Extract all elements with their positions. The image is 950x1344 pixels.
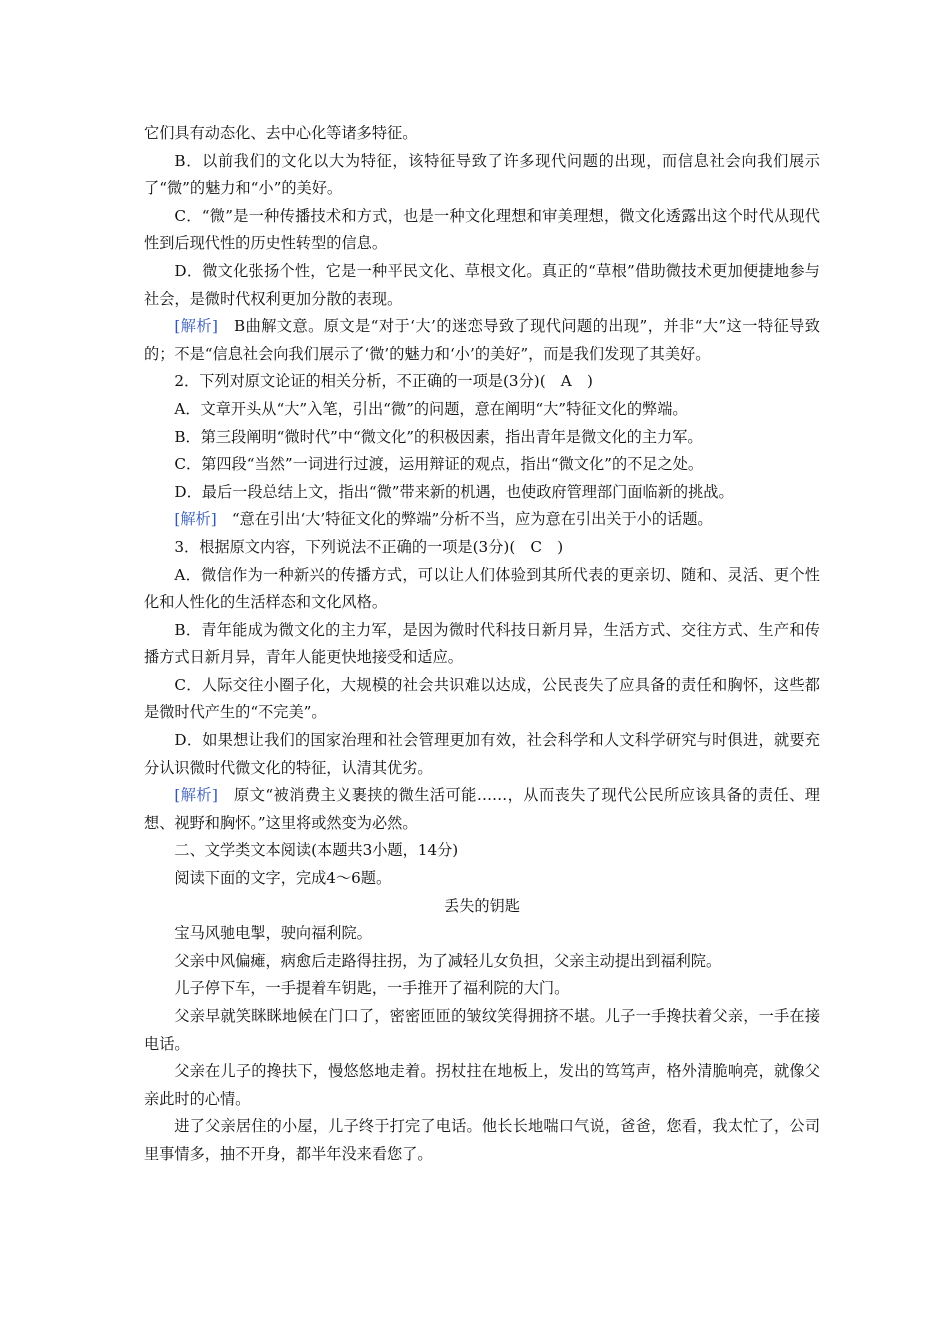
q3-option-c: C．人际交往小圈子化，大规模的社会共识难以达成，公民丧失了应具备的责任和胸怀，这些都是微时代产生的“不完美”。 — [144, 675, 820, 722]
story-paragraph: 进了父亲居住的小屋，儿子终于打完了电话。他长长地喘口气说，爸爸，您看，我太忙了，公司里事情多，抽不开身，都半年没来看您了。 — [144, 1117, 820, 1163]
q2-option-c: C．第四段“当然”一词进行过渡，运用辩证的观点，指出“微文化”的不足之处。 — [174, 455, 704, 474]
q2-option-b: B．第三段阐明“微时代”中“微文化”的积极因素，指出青年是微文化的主力军。 — [174, 427, 703, 446]
q2-analysis-text: “意在引出‘大’特征文化的弊端”分析不当，应为意在引出关于小的话题。 — [216, 510, 713, 529]
q3-analysis-text: 原文“被消费主义裹挟的微生活可能……，从而丧失了现代公民所应该具备的责任、理想、视野和胸怀。”这里将或然变为必然。 — [144, 786, 820, 832]
q3-option-b: B．青年能成为微文化的主力军，是因为微时代科技日新月异，生活方式、交往方式、生产和传播方式日新月异，青年人能更快地接受和适应。 — [144, 620, 820, 667]
q1-option-b: B．以前我们的文化以大为特征，该特征导致了许多现代问题的出现，而信息社会向我们展示了“微”的魅力和“小”的美好。 — [144, 151, 820, 198]
reading-instruction: 阅读下面的文字，完成4～6题。 — [174, 869, 392, 888]
q3-option-d: D．如果想让我们的国家治理和社会管理更加有效，社会科学和人文科学研究与时俱进，就要充分认识微时代微文化的特征，认清其优劣。 — [144, 731, 820, 777]
paragraph-continuation: 它们具有动态化、去中心化等诸多特征。 — [144, 124, 418, 142]
analysis-tag: [解析] — [174, 510, 217, 529]
q2-option-d: D．最后一段总结上文，指出“微”带来新的机遇，也使政府管理部门面临新的挑战。 — [174, 482, 734, 501]
section-heading: 二、文学类文本阅读(本题共3小题，14分) — [174, 841, 459, 860]
q2-stem: 2．下列对原文论证的相关分析，不正确的一项是(3分)( A ) — [174, 372, 593, 391]
story-paragraph: 儿子停下车，一手提着车钥匙，一手推开了福利院的大门。 — [174, 979, 570, 998]
story-paragraph: 父亲中风偏瘫，病愈后走路得拄拐，为了减轻儿女负担，父亲主动提出到福利院。 — [174, 951, 722, 970]
story-paragraph: 父亲在儿子的搀扶下，慢悠悠地走着。拐杖拄在地板上，发出的笃笃声，格外清脆响亮，就像父亲此时的心情。 — [144, 1062, 820, 1108]
story-title: 丢失的钥匙 — [444, 896, 520, 915]
q1-option-d: D．微文化张扬个性，它是一种平民文化、草根文化。真正的“草根”借助微技术更加便捷地参与社会，是微时代权利更加分散的表现。 — [144, 261, 820, 308]
q1-option-c: C．“微”是一种传播技术和方式，也是一种文化理想和审美理想，微文化透露出这个时代从现代性到后现代性的历史性转型的信息。 — [144, 206, 820, 253]
analysis-tag: [解析] — [174, 786, 218, 805]
q3-analysis — [144, 782, 820, 837]
q3-option-a: A．微信作为一种新兴的传播方式，可以让人们体验到其所代表的更亲切、随和、灵活、更个性化和人性化的生活样态和文化风格。 — [144, 565, 820, 612]
q2-option-a: A．文章开头从“大”入笔，引出“微”的问题，意在阐明“大”特征文化的弊端。 — [174, 399, 688, 418]
story-paragraph: 父亲早就笑眯眯地候在门口了，密密匝匝的皱纹笑得拥挤不堪。儿子一手搀扶着父亲，一手在接电话。 — [144, 1007, 820, 1053]
q3-stem: 3．根据原文内容，下列说法不正确的一项是(3分)( C ) — [174, 537, 564, 556]
q2-analysis — [144, 506, 820, 534]
analysis-tag: [解析] — [174, 317, 218, 336]
story-paragraph: 宝马风驰电掣，驶向福利院。 — [174, 924, 372, 943]
q1-analysis — [144, 313, 820, 368]
q1-analysis-text: B曲解文意。原文是“对于‘大’的迷恋导致了现代问题的出现”，并非“大”这一特征导致的；不是“信息社会向我们展示了‘微’的魅力和‘小’的美好”，而是我们发现了其美好。 — [144, 317, 820, 363]
document-page — [144, 120, 820, 1169]
